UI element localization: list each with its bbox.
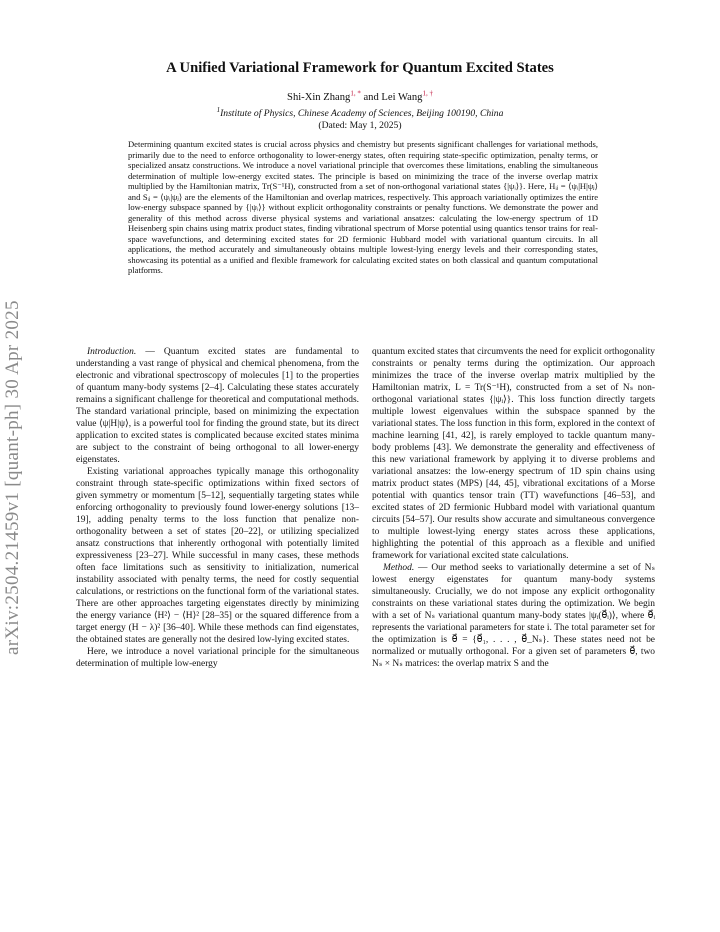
paper-title: A Unified Variational Framework for Quantum Excited States (166, 60, 554, 76)
author-affiliation-mark[interactable]: 1, † (422, 89, 433, 98)
paragraph-text: — Quantum excited states are fundamental to understanding a vast range of physical and chemical phenomena, from the electronic and vibrational spectroscopy of molecules [1] to the properties of quantum many-body systems [2–4]. Calculating these states accurately remains a significant challenge for theoretical and computational methods. The standard variational principle, based on minimizing the expectation value ⟨ψ|H|ψ⟩, is a powerful tool for finding the ground state, but its direct application to excited states is complicated because excited states minima are subject to the constraint of being orthogonal to all lower-energy eigenstates. (76, 347, 359, 465)
affiliation (60, 105, 660, 119)
paragraph (372, 562, 655, 670)
right-column (372, 346, 655, 670)
author-affiliation-mark[interactable]: 1, * (350, 89, 361, 98)
date-line: (Dated: May 1, 2025) (318, 120, 402, 131)
affiliation-mark: 1 (216, 105, 221, 114)
author-line (60, 89, 660, 103)
author-conjunction: and (363, 92, 379, 103)
author-name: Lei Wang (381, 92, 423, 103)
paragraph: Existing variational approaches typically manage this orthogonality constraint through state-specific optimizations within fixed sectors of given symmetry or momentum [5–12], sequentially targeting states while enforcing orthogonality to previously found lower-energy solutions [13–19], adding penalty terms to the loss function that penalize non-orthogonality between a set of states [20–22], or utilizing specialized ansatz constructions that inherently orthogonal with potentially limited expressiveness [23–27]. While successful in many cases, these methods often face limitations such as sensitivity to initialization, numerical instability associated with penalty terms, the need for costly sequential calculations, or restrictions on the functional form of the variational states. There are other approaches targeting eigenstates directly by minimizing the energy variance ⟨H²⟩ − ⟨H⟩² [28–35] or the squared difference from a target energy (H − λ)² [36–40]. While these methods can find eigenstates, the obtained states are generally not the desired low-lying excited states. (76, 467, 359, 645)
paragraph (76, 346, 359, 466)
paragraph: quantum excited states that circumvents the need for explicit orthogonality constraints or penalty terms during the optimization. Our approach minimizes the trace of the inverse overlap matrix multiplied by the Hamiltonian matrix, L = Tr(S⁻¹H), constructed from a set of Nₛ non-orthogonal variational states {|ψᵢ⟩}. This loss function directly targets multiple lowest eigenvalues within the subspace spanned by the variational states. The loss function in this form, explored in the context of machine learning [41, 42], is rarely employed to tackle quantum many-body problems [43]. We demonstrate the generality and effectiveness of this new variational framework by applying it to diverse problems and variational ansatzes: the low-energy spectrum of 1D spin chains using matrix product states (MPS) [44, 45], vibrational excitations of a Morse potential with quantics tensor train (TT) wavefunctions [46–53], and excited states of 2D fermionic Hubbard model with variational quantum circuits [54–57]. Our results show accurate and simultaneous convergence to multiple lowest-lying energy states across these applications, highlighting the potential of this approach as a flexible and unified framework for variational excited state calculations. (372, 347, 655, 561)
section-lead: Method. (383, 563, 415, 573)
author-name: Shi-Xin Zhang (287, 92, 351, 103)
paragraph: Here, we introduce a novel variational principle for the simultaneous determination of multiple low-energy (76, 647, 359, 669)
affiliation-text: Institute of Physics, Chinese Academy of Sciences, Beijing 100190, China (220, 108, 504, 119)
abstract: Determining quantum excited states is crucial across physics and chemistry but presents significant challenges for variational methods, primarily due to the need to enforce orthogonality to lower-energy states, often requiring state-specific optimization, penalty terms, or specialized ansatz constructions. We introduce a novel variational principle that overcomes these limitations, enabling the simultaneous determination of multiple low-energy excited states. The principle is based on minimizing the trace of the inverse overlap matrix multiplied by the Hamiltonian matrix, Tr(S⁻¹H), constructed from a set of non-orthogonal variational states {|ψᵢ⟩}. Here, Hᵢⱼ = ⟨ψᵢ|H|ψⱼ⟩ and Sᵢⱼ = ⟨ψᵢ|ψⱼ⟩ are the elements of the Hamiltonian and overlap matrices, respectively. This approach variationally optimizes the entire low-energy subspace spanned by {|ψᵢ⟩} without explicit orthogonality constraints or penalty functions. We demonstrate the power and generality of this method across diverse physical systems and variational ansatzes: calculating the low-energy spectrum of 1D Heisenberg spin chains using matrix product states, finding vibrational spectrum of Morse potential using quantics tensor trains for real-space wavefunctions, and determining excited states for 2D fermionic Hubbard model with variational quantum circuits. In all applications, the method accurately and simultaneously obtains multiple lowest-lying energy levels and their corresponding states, showcasing its potential as a unified and flexible framework for calculating excited states on both classical and quantum computational platforms. (128, 139, 598, 275)
arxiv-identifier[interactable]: arXiv:2504.21459v1 [quant-ph] 30 Apr 2025 (2, 300, 23, 655)
left-column (76, 346, 359, 670)
section-lead: Introduction. (87, 347, 137, 357)
paragraph-text: — Our method seeks to variationally determine a set of Nₛ lowest energy eigenstates for quantum many-body systems simultaneously. Crucially, we do not impose any explicit orthogonality constraints on these variational states during the optimization. We begin with a set of Nₛ variational quantum many-body states |ψᵢ(θ⃗ᵢ)⟩, where θ⃗ᵢ represents the variational parameters for state i. The total parameter set for the optimization is θ⃗ = {θ⃗₁, . . . , θ⃗_Nₛ}. These states need not be normalized or mutually orthogonal. For a given set of parameters θ⃗, two Nₛ × Nₛ matrices: the overlap matrix S and the (372, 563, 655, 669)
